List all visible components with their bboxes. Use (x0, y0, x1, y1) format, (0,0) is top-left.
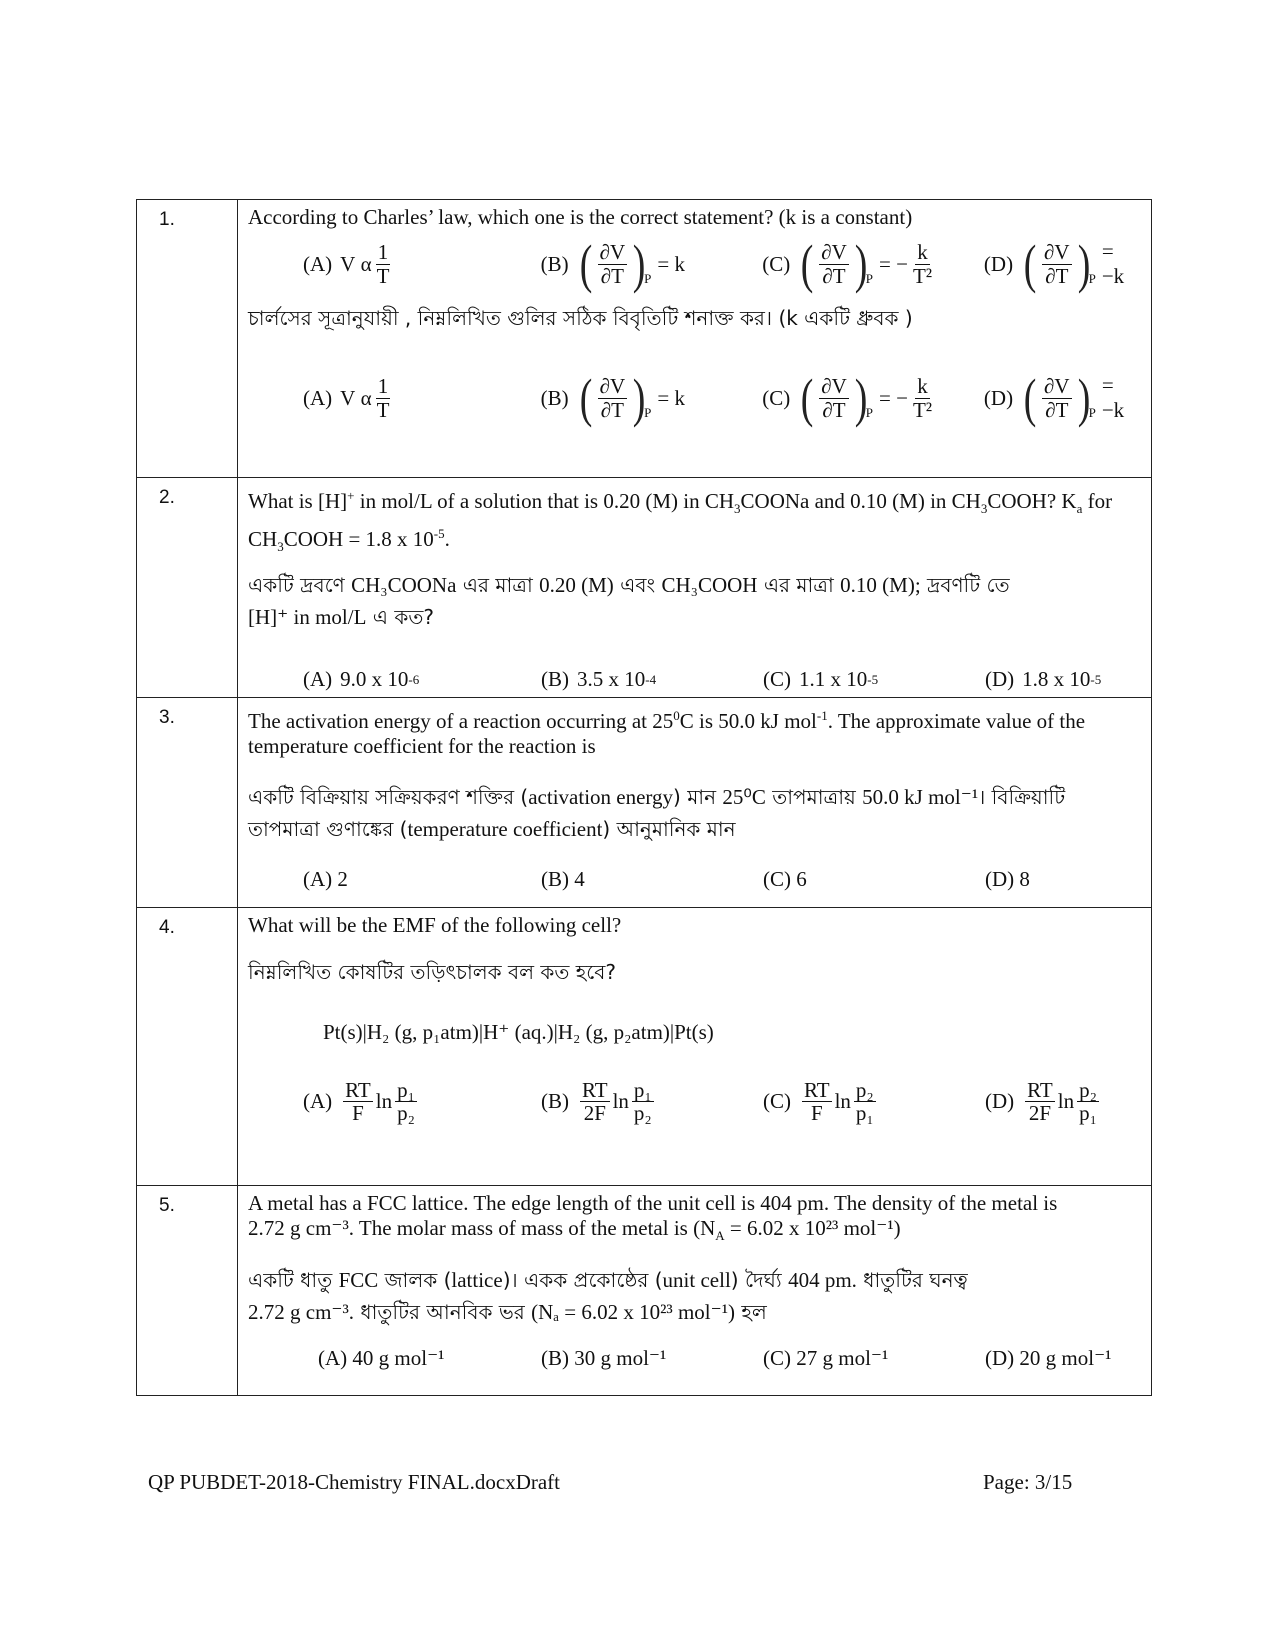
option-a (303, 667, 541, 692)
option-d: (D) 8 (985, 867, 1030, 891)
fraction-num: RT (1027, 1078, 1053, 1102)
fraction-den: p₂ (397, 1101, 415, 1126)
text: . The approximate value of the temperature coefficient for the reaction is (248, 709, 1086, 758)
question-text-bengali: নিম্নলিখিত কোষটির তড়িৎচালক বল কত হবে? (248, 960, 617, 984)
option-label: (A) (303, 1089, 333, 1114)
ln: ln (375, 1089, 393, 1114)
question-text-bengali (248, 781, 1141, 845)
option-c (763, 667, 985, 692)
fraction-den: ∂T (822, 263, 846, 288)
subscript: 3 (734, 501, 741, 517)
fraction-num: ∂V (1044, 374, 1070, 399)
question-number: 2. (137, 478, 238, 698)
question-text-bengali (248, 1264, 1141, 1328)
text: একটি বিক্রিয়ায় সক্রিয়করণ শক্তির ( (248, 785, 529, 809)
text: 404 pm. (788, 1268, 857, 1293)
option-label: (B) (540, 251, 569, 276)
fraction (375, 241, 392, 286)
option-d: (D) ( $\frac{\partial V}{\partial T}$ ) P = −k (984, 237, 1141, 291)
option-label: (D) (985, 1089, 1015, 1114)
text: 25⁰C (722, 785, 766, 809)
option-a (303, 1079, 541, 1124)
option-a: (A) 2 (303, 867, 348, 891)
text: COONa and 0.10 (M) in CH (740, 489, 981, 513)
option-label: (D) (983, 251, 1014, 276)
question-text-english (248, 703, 1141, 759)
text: । বিক্রিয়াটি (978, 785, 1066, 809)
option-label: (C) (763, 1089, 791, 1114)
text: একটি দ্রবণে (248, 573, 352, 598)
option-value: 1.8 x 10 (1022, 667, 1091, 692)
option-d: (D) ( $\frac{\partial V}{\partial T}$ ) P = −k (984, 371, 1141, 425)
text: 0.10 (M); (840, 573, 921, 598)
fraction-num: ∂V (599, 240, 626, 265)
fraction-num: RT (804, 1078, 830, 1102)
subscript: 3 (277, 539, 284, 555)
question-row-4 (137, 908, 1152, 1186)
option-b (541, 1079, 763, 1124)
option-rhs: = −k (1101, 239, 1125, 288)
fraction-den: T² (912, 397, 933, 422)
options-row-bengali (248, 364, 1141, 432)
fraction-num: ∂V (1044, 240, 1070, 265)
fraction-num: k (917, 240, 928, 265)
fraction-den: ∂T (1045, 397, 1069, 422)
ln: ln (834, 1089, 851, 1114)
text: temperature coefficient (407, 817, 603, 841)
option-label: (A) (303, 385, 333, 410)
option-b: (B) 4 (541, 867, 585, 891)
ln: ln (1057, 1089, 1075, 1114)
footer-page-number: Page: 3/15 (983, 1470, 1073, 1494)
text: তাপমাত্রা গুণাঙ্কের ( (248, 817, 408, 841)
fraction-den: F (352, 1101, 364, 1126)
question-table (136, 199, 1152, 1396)
text: What is [H] (248, 489, 348, 513)
text: [H]⁺ in mol/L (248, 605, 367, 630)
question-text-bengali (248, 569, 1141, 633)
text: ) আনুমানিক মান (602, 817, 736, 841)
option-label: (B) (541, 667, 569, 692)
fraction-den: ∂T (600, 263, 624, 288)
text: unit cell (662, 1268, 731, 1293)
text: (Nₐ = 6.02 x 10²³ mol⁻¹) (531, 1300, 736, 1325)
fraction-den: ∂T (1045, 263, 1069, 288)
question-text-english (248, 483, 1141, 559)
question-number: 4. (137, 908, 238, 1186)
option-a: (A) 40 g mol⁻¹ (318, 1346, 445, 1371)
fraction-den: ∂T (822, 397, 846, 422)
option-label: (A) (303, 251, 333, 276)
fraction-num: ∂V (821, 374, 847, 399)
text: একটি ধাতু (248, 1268, 339, 1293)
options-row (248, 1079, 1141, 1124)
option-c: (C) ( $\frac{\partial V}{\partial T}$ ) P = − $\frac{k}{\text{T²}}$ (762, 368, 933, 428)
question-row-2 (137, 478, 1152, 698)
question-number: 5. (137, 1186, 238, 1396)
options-row (248, 1346, 1141, 1371)
options-row (248, 667, 1141, 692)
text: for CH (248, 489, 1113, 552)
text: . (444, 527, 450, 552)
fraction-num: 1 (377, 240, 389, 265)
fraction-den: p₁ (855, 1101, 874, 1126)
question-row-3 (137, 698, 1152, 908)
option-alpha: α (360, 251, 372, 276)
option-c: (C) 27 g mol⁻¹ (763, 1346, 889, 1371)
option-eq: = − (879, 251, 908, 276)
fraction-num: p₁ (397, 1078, 415, 1102)
ln: ln (612, 1089, 629, 1114)
fraction-den: p₂ (633, 1101, 652, 1126)
question-row-1 (137, 200, 1152, 478)
option-a (303, 241, 541, 286)
text: in mol/L of a solution that is 0.20 (M) in CH (354, 489, 735, 513)
subscript: a (1076, 501, 1083, 517)
option-label: (B) (540, 385, 569, 410)
subscript: P (1088, 405, 1096, 420)
text: 0.20 (M) (539, 573, 614, 598)
option-c: (C) ( $\frac{\partial V}{\partial T}$ ) P = − $\frac{k}{\text{T²}}$ (762, 234, 933, 294)
text: FCC (338, 1268, 379, 1293)
footer-filename: QP PUBDET-2018-Chemistry FINAL.docxDraft (148, 1470, 561, 1494)
question-body (238, 908, 1152, 1186)
fraction-den: T² (912, 263, 933, 288)
option-var: V (340, 385, 356, 410)
fraction-den: ∂T (600, 397, 624, 422)
fraction-den: 2F (1028, 1101, 1052, 1126)
option-label: (B) (541, 1089, 569, 1114)
option-label: (C) (762, 385, 791, 410)
text: ধাতুটির ঘনত্ব (856, 1268, 968, 1293)
question-row-5 (137, 1186, 1152, 1396)
fraction-num: ∂V (599, 374, 626, 399)
question-number: 1. (137, 200, 238, 478)
superscript: + (347, 488, 355, 503)
text: A metal has a FCC lattice. The edge length of the unit cell is 404 pm. The density of the metal is (248, 1191, 1058, 1215)
option-alpha: α (360, 385, 372, 410)
text: এর মাত্রা (757, 573, 841, 598)
fraction-den: F (810, 1101, 823, 1126)
fraction-num: RT (345, 1078, 371, 1102)
text: তাপমাত্রায় (765, 785, 863, 809)
text: দ্রবণটি তে (920, 573, 1010, 598)
text: এর মাত্রা (456, 573, 540, 598)
fraction-den: T (376, 397, 390, 422)
option-value: 1.1 x 10 (799, 667, 868, 692)
option-b: (B) 30 g mol⁻¹ (541, 1346, 667, 1371)
question-body (238, 478, 1152, 698)
text: 2.72 g cm⁻³. (248, 1300, 355, 1325)
text: = 6.02 x 10²³ mol⁻¹) (724, 1216, 901, 1240)
text: ধাতুটির আনবিক ভর (354, 1300, 532, 1325)
options-row (248, 230, 1141, 298)
fraction-num: k (917, 374, 928, 399)
option-label: (D) (983, 385, 1014, 410)
fraction-den: p₁ (1079, 1101, 1097, 1126)
fraction-den: T (376, 263, 390, 288)
option-rhs: = k (657, 251, 685, 276)
text: ) মান (673, 785, 723, 809)
text: 2.72 g cm⁻³. The molar mass of mass of the metal is (N (248, 1216, 716, 1240)
superscript: -5 (867, 671, 879, 687)
superscript: -6 (408, 671, 420, 687)
option-c (763, 1079, 985, 1124)
option-label: (C) (763, 667, 791, 692)
subscript: P (1088, 271, 1096, 286)
option-d (985, 667, 1101, 692)
option-value: 9.0 x 10 (340, 667, 409, 692)
subscript: P (644, 271, 652, 286)
text: জালক ( (378, 1268, 452, 1293)
question-number: 3. (137, 698, 238, 908)
text: C is 50.0 kJ mol (679, 709, 817, 733)
text: এ কত? (366, 605, 434, 630)
text: lattice (451, 1268, 503, 1293)
text: CH₃COOH (661, 573, 758, 598)
text: হল (735, 1300, 767, 1325)
subscript: P (865, 271, 874, 286)
option-label: (C) (762, 251, 791, 276)
question-body (238, 1186, 1152, 1396)
superscript: 0 (673, 708, 680, 723)
superscript: -5 (1090, 671, 1102, 687)
subscript: P (865, 405, 874, 420)
subscript: A (715, 1228, 725, 1244)
fraction-den: 2F (583, 1101, 606, 1126)
text: activation energy (528, 785, 674, 809)
option-d: (D) 20 g mol⁻¹ (985, 1346, 1112, 1371)
question-text-english (248, 1191, 1141, 1248)
option-label: (A) (303, 667, 333, 692)
question-text-bengali: চার্লসের সূত্রানুযায়ী , নিম্নলিখিত গুলির সঠিক বিবৃতিটি শনাক্ত কর। (k একটি ধ্রুবক ) (248, 306, 913, 330)
text: The activation energy of a reaction occurring at 25 (248, 709, 674, 733)
option-b (541, 667, 763, 692)
superscript: -1 (816, 708, 828, 723)
question-body (238, 698, 1152, 908)
superscript: -5 (433, 526, 445, 542)
question-text-english: What will be the EMF of the following cell? (248, 913, 622, 937)
text: 50.0 kJ mol⁻¹ (862, 785, 979, 809)
option-rhs: = k (657, 385, 685, 410)
option-label: (D) (985, 667, 1015, 692)
options-row (248, 867, 1141, 892)
fraction-num: p₂ (1079, 1078, 1097, 1102)
text: এবং (613, 573, 662, 598)
option-c: (C) 6 (763, 867, 807, 891)
option-b: (B) ( $\frac{\partial V}{\partial T}$ ) P = k (540, 234, 685, 294)
fraction-num: p₂ (855, 1078, 874, 1102)
fraction-num: ∂V (821, 240, 847, 265)
text: CH₃COONa (351, 573, 457, 598)
fraction-num: 1 (377, 374, 389, 399)
option-var: V (340, 251, 356, 276)
text: ) দৈর্ঘ্য (730, 1268, 789, 1293)
option-rhs: = −k (1101, 373, 1125, 422)
question-text-english: According to Charles’ law, which one is the correct statement? (k is a constant) (248, 205, 913, 229)
text: COOH = 1.8 x 10 (283, 527, 434, 552)
fraction-num: RT (582, 1078, 608, 1102)
subscript: 3 (980, 501, 988, 517)
question-body (238, 200, 1152, 478)
option-b: (B) ( $\frac{\partial V}{\partial T}$ ) P = k (540, 368, 685, 428)
text: )। একক প্রকোষ্ঠের ( (502, 1268, 663, 1293)
superscript: -4 (645, 671, 657, 687)
cell-notation: Pt(s)|H₂ (g, p₁atm)|H⁺ (aq.)|H₂ (g, p₂atm)|Pt(s) (323, 1020, 714, 1044)
option-d (985, 1079, 1102, 1124)
option-a (303, 375, 541, 420)
fraction-num: p₁ (633, 1078, 652, 1102)
option-value: 3.5 x 10 (577, 667, 646, 692)
option-eq: = − (879, 385, 908, 410)
subscript: P (644, 405, 652, 420)
text: COOH? K (987, 489, 1077, 513)
